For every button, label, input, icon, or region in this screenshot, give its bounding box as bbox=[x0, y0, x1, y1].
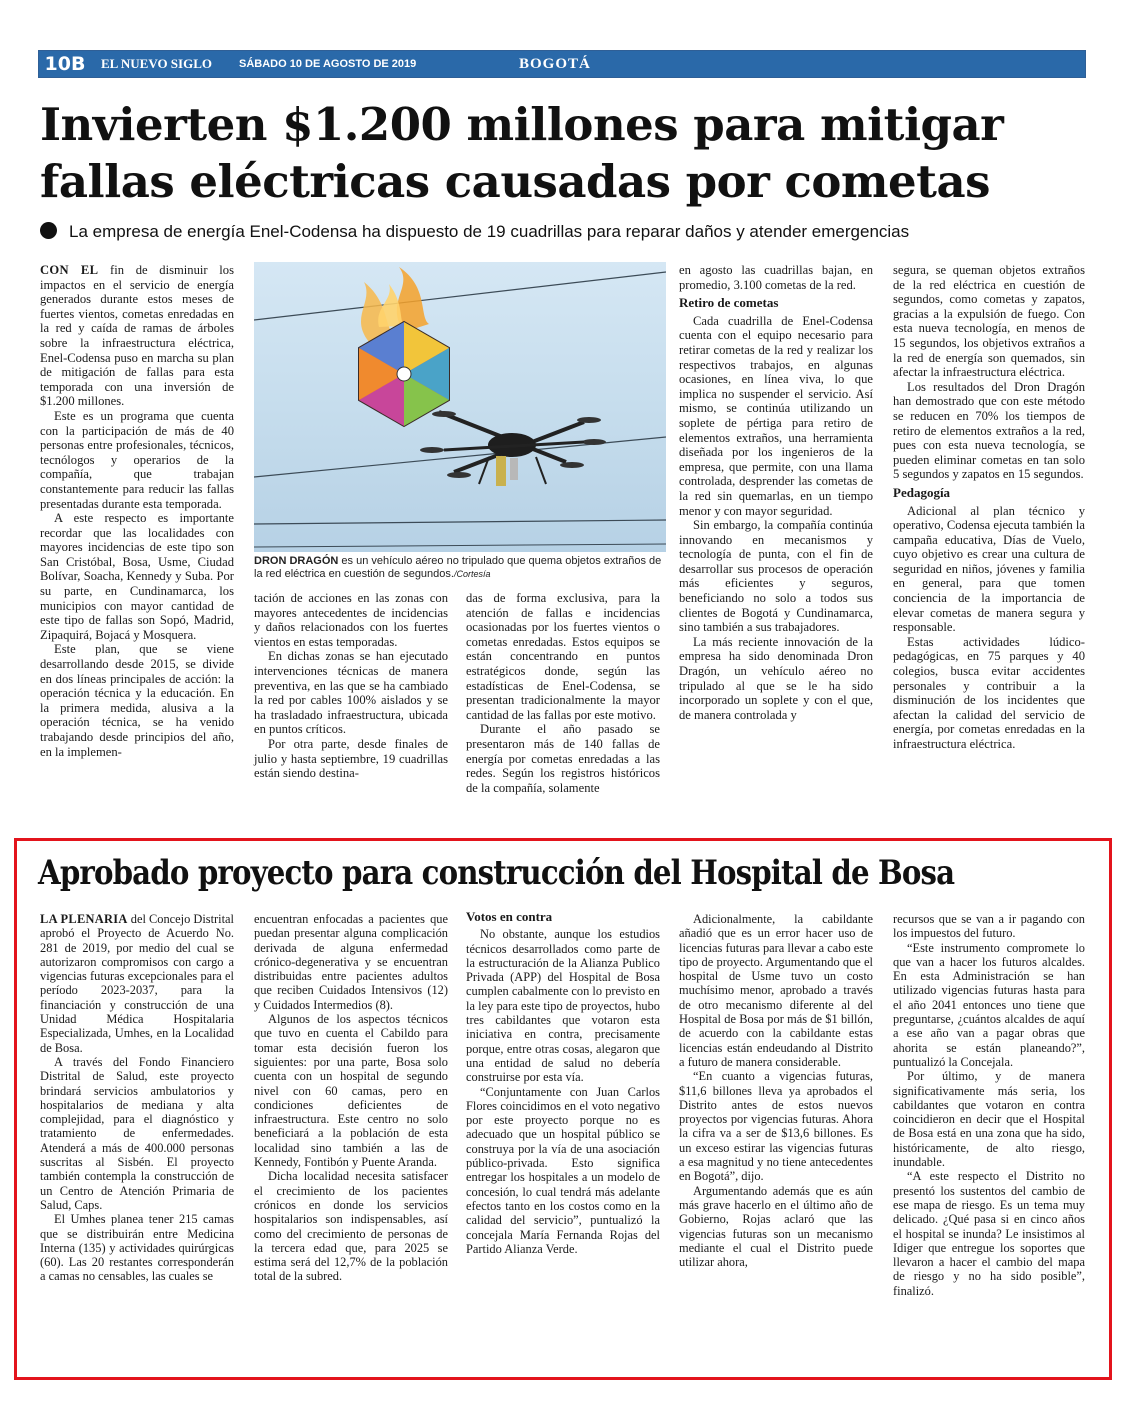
article1-column-5 bbox=[893, 263, 1085, 752]
lead-in: LA PLENARIA bbox=[40, 912, 128, 926]
paragraph: “Este instrumento compromete lo que van a hacer los futuros alcaldes. En esta Administración se han utilizado vigencias futuras hasta para el año 2041 entonces uno tiene que preguntarse, ¿cuántos alcaldes de aquí a ese año van a pagar obras que ahorita se están planeando?”, puntualizó la Concejala. bbox=[893, 940, 1085, 1069]
section-subheading: Votos en contra bbox=[466, 909, 553, 924]
paragraph: La más reciente innovación de la empresa ha sido denominada Dron Dragón, un vehículo aéreo no tripulado al que se le ha sido incorporado un soplete y con el que, de manera controlada y bbox=[679, 634, 873, 722]
article2-column-1 bbox=[40, 912, 234, 1284]
paragraph-text: del Concejo Distrital aprobó el Proyecto de Acuerdo No. 281 de 2019, por medio del cual se autorizaron compromisos con cargo a vigencias futuras excepcionales para el período 2023-2037, para la financiación y construcción de una Unidad Médica Hospitalaria Especializada, Umhes, en la Localidad de Bosa. bbox=[40, 912, 234, 1055]
article-subheadline bbox=[40, 220, 1085, 244]
paragraph: das de forma exclusiva, para la atención de fallas e incidencias ocasionadas por los fuertes vientos o cometas enredadas. Estos equipos se están concentrando en puntos estratégicos donde, según las estadísticas de Enel-Codensa, se presentan tradicionalmente la mayor cantidad de las fallas por este motivo. bbox=[466, 591, 660, 722]
section-subheading: Pedagogía bbox=[893, 484, 951, 500]
article1-column-3 bbox=[466, 591, 660, 795]
subheadline-text: La empresa de energía Enel-Codensa ha dispuesto de 19 cuadrillas para reparar daños y atender emergencias bbox=[69, 222, 910, 241]
paragraph: Estas actividades lúdico-pedagógicas, en 75 parques y 40 colegios, busca evitar accidentes personales y contribuir a la disminución de los incidentes que afectan la calidad del servicio de energía, por cometas enredadas en la infraestructura eléctrica. bbox=[893, 634, 1085, 751]
caption-lead: DRON DRAGÓN bbox=[254, 555, 339, 567]
bullet-icon bbox=[40, 222, 57, 239]
article2-column-5 bbox=[893, 912, 1085, 1298]
paragraph: Durante el año pasado se presentaron más de 140 fallas de energía por cometas enredadas a las redes. Según los registros históricos de la compañía, solamente bbox=[466, 722, 660, 795]
paragraph: Cada cuadrilla de Enel-Codensa cuenta con el equipo necesario para retirar cometas de la red y realizar los respectivos trabajos, en algunas ocasiones, en línea viva, lo que implica no suspender el servicio. Así mismo, se continúa utilizando un soplete de pértiga para retiro de elementos extraños, una herramienta diseñada por los ingenieros de la empresa, que permite, con una llama controlada, desprender las cometas de la red sin quemarlas, en un tiempo menor y con mayor seguridad. bbox=[679, 313, 873, 518]
lead-in: CON EL bbox=[40, 263, 99, 277]
caption-text: es un vehículo aéreo no tripulado que quema objetos extraños de la red eléctrica en cuestión de segundos. bbox=[254, 555, 662, 580]
article2-column-2 bbox=[254, 912, 448, 1284]
paragraph: No obstante, aunque los estudios técnicos desarrollados como parte de la estructuración de la Alianza Publico Privada (APP) del Hospital de Bosa cumplen cabalmente con lo previsto en la ley para este tipo de proyectos, hubo tres cabildantes que votaron esta iniciativa en contra, precisamente porque, entre otras cosas, alegaron que una entidad de salud no debería construirse por esta vía. bbox=[466, 927, 660, 1085]
page-number: 10B bbox=[39, 51, 91, 77]
article2-column-3 bbox=[466, 910, 660, 1256]
article1-column-1 bbox=[40, 263, 234, 759]
page-header-bar bbox=[38, 50, 1086, 78]
paragraph: tación de acciones en las zonas con mayores antecedentes de incidencias y daños relacionados con los fuertes vientos en estas temporadas. bbox=[254, 591, 448, 649]
paragraph: Por último, y de manera significativamente más seria, los cabildantes que votaron en contra coincidieron en decir que el Hospital de Bosa está en una zona que ha sido, históricamente, de alto riesgo, inundable. bbox=[893, 1069, 1085, 1170]
article1-column-4 bbox=[679, 263, 873, 722]
paragraph: El Umhes planea tener 215 camas que se distribuirán entre Medicina Interna (135) y actividades quirúrgicas (60). Las 20 restantes corresponderán a camas no censables, las cuales se bbox=[40, 1212, 234, 1284]
paragraph bbox=[40, 912, 234, 1055]
paragraph: “Conjuntamente con Juan Carlos Flores coincidimos en el voto negativo por este proyecto porque no es adecuado que un hospital público se construya por la vía de una asociación público-privada. Esto significa entregar los hospitales a un modelo de concesión, lo cual tendrá más adelante efectos tanto en los costos como en la calidad del servicio”, puntualizó la concejala María Fernanda Rojas del Partido Alianza Verde. bbox=[466, 1084, 660, 1256]
paragraph: Sin embargo, la compañía continúa innovando en mecanismos y tecnología de punta, con el fin de desarrollar sus procesos de operación más eficientes y seguros, beneficiando no solo a todos sus clientes de Bogotá y Cundinamarca, sino también a sus trabajadores. bbox=[679, 518, 873, 635]
paragraph-text: fin de disminuir los impactos en el servicio de energía generados durante estos meses de fuertes vientos, cometas enredadas en la red y caída de ramas de árboles sobre la infraestructura eléctrica, Enel-Codensa puso en marcha su plan de mitigación de fallas para esta temporada con una inversión de $1.200 millones. bbox=[40, 263, 234, 409]
section-subheading: Retiro de cometas bbox=[679, 295, 779, 311]
paragraph: en agosto las cuadrillas bajan, en promedio, 3.100 cometas de la red. bbox=[679, 263, 873, 292]
paragraph: segura, se queman objetos extraños de la red eléctrica en cuestión de segundos, como cometas y zapatos, gracias a la expulsión de fuego. Con esta nueva tecnología, en menos de 15 segundos, los objetivos extraños a la red de energía son quemados, sin afectar la infraestructura eléctrica. bbox=[893, 263, 1085, 380]
paragraph: Dicha localidad necesita satisfacer el crecimiento de los pacientes crónicos en donde los servicios hospitalarios son indispensables, así como del crecimiento de personas de la tercera edad que, para 2025 se estima será del 12,7% de la población total de la subred. bbox=[254, 1169, 448, 1284]
paragraph bbox=[40, 263, 234, 409]
paragraph: Algunos de los aspectos técnicos que tuvo en cuenta el Cabildo para tomar esta decisión fueron los siguientes: por una parte, Bosa solo cuenta con un hospital de segundo nivel con 60 camas, pero en condiciones deficientes de infraestructura. Este centro no solo beneficiará a la población de esta localidad sino también a las de Kennedy, Fontibón y Puente Aranda. bbox=[254, 1012, 448, 1170]
article2-column-4 bbox=[679, 912, 873, 1269]
article2-headline: Aprobado proyecto para construcción del Hospital de Bosa bbox=[38, 853, 955, 893]
paragraph: Adicional al plan técnico y operativo, Codensa ejecuta también la campaña educativa, Días de Vuelo, cuyo objetivo es crear una cultura de seguridad en niños, jóvenes y familia en general, para que tomen conciencia de la importancia de elevar cometas de manera segura y responsable. bbox=[893, 503, 1085, 635]
section-name: BOGOTÁ bbox=[519, 56, 591, 72]
drone-photo bbox=[254, 262, 666, 552]
paragraph: Argumentando además que es aún más grave hacerlo en el último año de Gobierno, Rojas aclaró que las vigencias futuras son un mecanismo mediante el cual el Distrito puede utilizar ahora, bbox=[679, 1183, 873, 1270]
paragraph: A este respecto es importante recordar que las localidades con mayores incidencias de este tipo son San Cristóbal, Bosa, Usme, Ciudad Bolívar, Soacha, Kennedy y Suba. Por su parte, en Cundinamarca, los municipios con mayor cantidad de este tipo de fallas son Sopó, Madrid, Zipaquirá, Bojacá y Mosquera. bbox=[40, 511, 234, 642]
paragraph: encuentran enfocadas a pacientes que puedan presentar alguna complicación derivada de alguna enfermedad crónico-degenerativa y se encuentran distribuidas entre pacientes adultos que reciben Cuidados Intensivos (12) y Cuidados Intermedios (8). bbox=[254, 912, 448, 1012]
paragraph: Este es un programa que cuenta con la participación de más de 40 personas entre profesionales, técnicos, tecnólogos y operarios de la compañía, que trabajan constantemente para reducir las fallas presentadas durante esta temporada. bbox=[40, 408, 234, 511]
paragraph: A través del Fondo Financiero Distrital de Salud, este proyecto brindará servicios ambulatorios y hospitalarios de mediana y alta complejidad, para el diagnóstico y tratamiento de enfermedades. Atenderá a más de 400.000 personas suscritas al Sisbén. El proyecto también contempla la construcción de un Centro de Atención Primaria de Salud, Caps. bbox=[40, 1054, 234, 1212]
article-headline: Invierten $1.200 millones para mitigar fallas eléctricas causadas por cometas bbox=[40, 98, 1004, 208]
paragraph: Por otra parte, desde finales de julio y hasta septiembre, 19 cuadrillas están siendo destina- bbox=[254, 736, 448, 781]
caption-credit: /Cortesía bbox=[453, 569, 491, 579]
paragraph: En dichas zonas se han ejecutado intervenciones técnicas de manera preventiva, en las que se ha cambiado la red por cables 100% aislados y se ha trasladado infraestructura, ubicada en puntos críticos. bbox=[254, 649, 448, 737]
photo-caption bbox=[254, 555, 666, 581]
paragraph: “A este respecto el Distrito no presentó los sustentos del cambio de ese mapa de riesgo. Es un tema muy delicado. ¿Qué pasa si en cinco años el hospital se inunda? Le insistimos al Idiger que entregue los soportes que llevaron a hacer el cambio del mapa de riesgo y no ha sido posible”, finalizó. bbox=[893, 1169, 1085, 1298]
paragraph: Los resultados del Dron Dragón han demostrado que con este método se reducen en 70% los tiempos de retiro de elementos extraños a la red, pues con esta nueva tecnología, se pueden eliminar cometas en tan solo 5 segundos y zapatos en 15 segundos. bbox=[893, 379, 1085, 482]
issue-date: SÁBADO 10 DE AGOSTO DE 2019 bbox=[239, 58, 417, 70]
paragraph: recursos que se van a ir pagando con los impuestos del futuro. bbox=[893, 912, 1085, 941]
paragraph: “En cuanto a vigencias futuras, $11,6 billones lleva ya aprobados el Distrito antes de estos nuevos proyectos por vigencias futuras. Ahora la cifra va a ser de $13,6 billones. Es un exceso estirar las vigencias futuras a esa magnitud y no tiene antecedentes en Bogotá”, dijo. bbox=[679, 1069, 873, 1184]
drone-illustration bbox=[254, 262, 666, 552]
paragraph: Adicionalmente, la cabildante añadió que es un error hacer uso de licencias futuras para llevar a cabo este tipo de proyecto. Argumentando que el hospital de Usme tuvo un costo muchísimo menor, aprobado a través de otro mecanismo diferente al del Hospital de Bosa por más de $1 billón, de acuerdo con la cabildante estas licencias están endeudando al Distrito a futuro de manera considerable. bbox=[679, 912, 874, 1069]
newspaper-name: EL NUEVO SIGLO bbox=[101, 56, 212, 71]
article1-column-2 bbox=[254, 591, 448, 781]
paragraph: Este plan, que se viene desarrollando desde 2015, se divide en dos líneas principales de acción: la operación técnica y la educación. En la primera medida, alusiva a la operación técnica, se ha venido trabajando desde principios del año, en la implemen- bbox=[40, 642, 234, 759]
